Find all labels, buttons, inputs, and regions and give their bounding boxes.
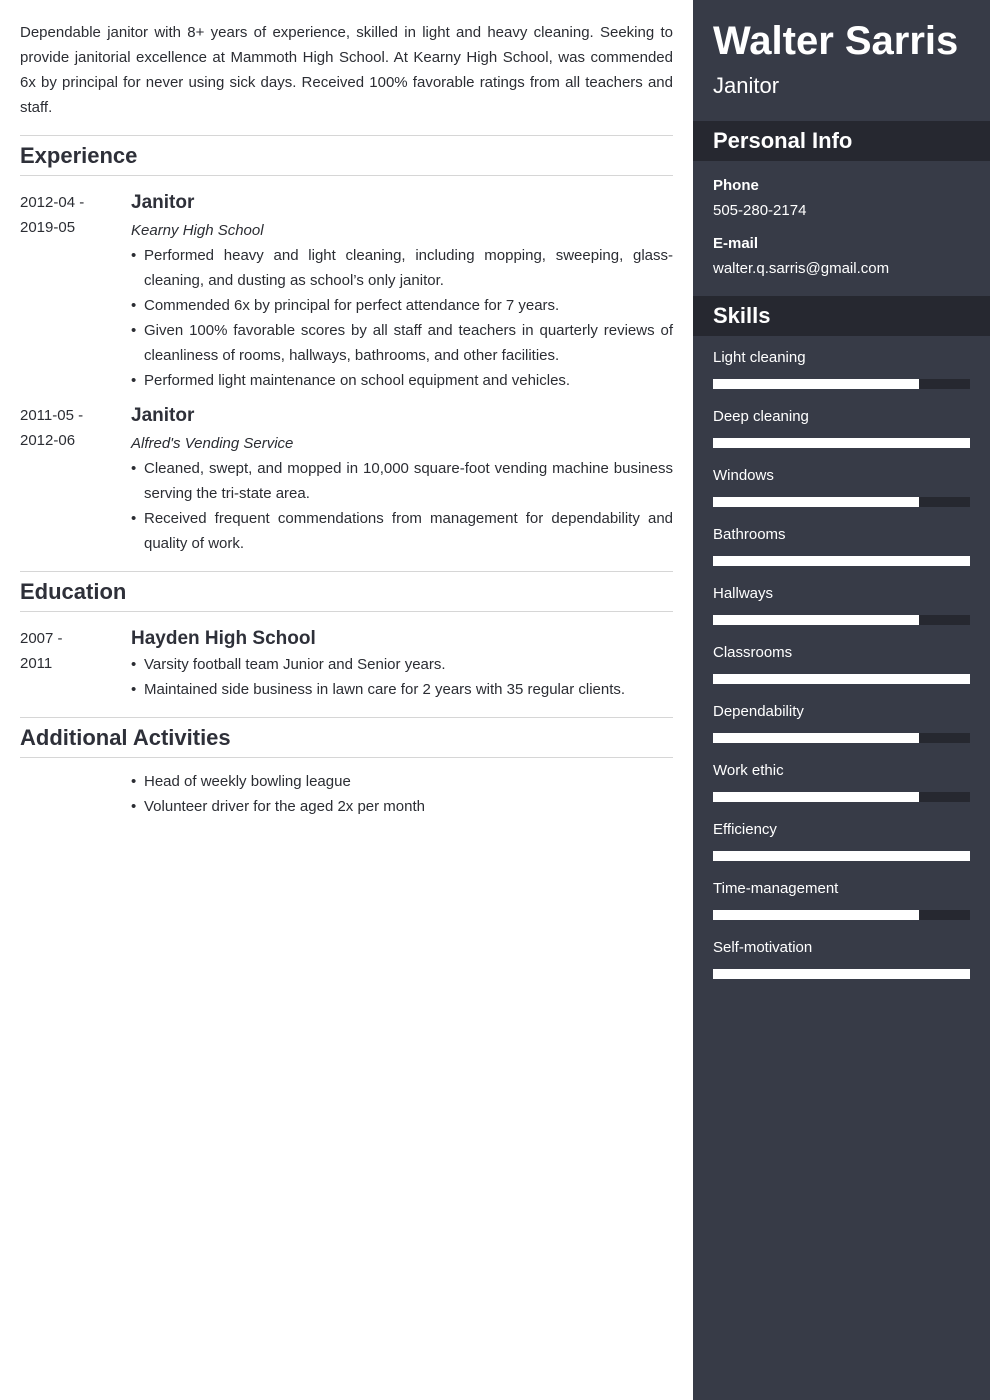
phone-value: 505-280-2174 [713, 202, 807, 219]
skill-item [713, 879, 970, 938]
skill-item [713, 466, 970, 525]
entry-body [131, 626, 673, 702]
skill-level-fill [713, 969, 970, 979]
phone-label: Phone [713, 177, 759, 194]
bullet-list [131, 456, 673, 556]
skill-name: Hallways [713, 585, 774, 602]
skill-item [713, 761, 970, 820]
job-title: Janitor [131, 192, 195, 213]
school-name: Hayden High School [131, 628, 316, 649]
email-value: walter.q.sarris@gmail.com [713, 260, 890, 277]
experience-entry [20, 190, 673, 393]
education-heading: Education [20, 571, 673, 612]
date-start: 2011-05 - [20, 407, 84, 424]
date-start: 2007 - [20, 630, 63, 647]
main-column [20, 20, 673, 819]
skill-name: Deep cleaning [713, 408, 809, 425]
sidebar [693, 0, 990, 1400]
summary-text: Dependable janitor with 8+ years of experience, skilled in light and heavy cleaning. Seeking to provide janitorial excellence at Mammoth High School. At Kearny High School, was commended 6x by principal for never using sick days. Received 100% favorable ratings from all teachers and staff. [20, 24, 673, 116]
skill-item [713, 702, 970, 761]
skill-level-bar [713, 910, 970, 920]
skill-item [713, 938, 970, 997]
entry-date [20, 403, 131, 556]
entry-date [20, 626, 131, 702]
job-title: Janitor [131, 405, 195, 426]
skill-level-bar [713, 733, 970, 743]
skill-level-fill [713, 674, 970, 684]
skills-heading: Skills [693, 296, 990, 336]
bullet-item: • Commended 6x by principal for perfect attendance for 7 years. [131, 293, 673, 318]
bullet-item: • Cleaned, swept, and mopped in 10,000 square-foot vending machine business serving the tri-state area. [131, 456, 673, 506]
skill-level-fill [713, 497, 919, 507]
skill-item [713, 584, 970, 643]
skill-level-bar [713, 615, 970, 625]
candidate-role: Janitor [713, 73, 780, 98]
bullet-item: • Maintained side business in lawn care for 2 years with 35 regular clients. [131, 677, 673, 702]
skill-name: Self-motivation [713, 939, 813, 956]
bullet-list [131, 769, 673, 819]
employer: Alfred's Vending Service [131, 435, 294, 452]
bullet-list [131, 243, 673, 393]
skill-level-bar [713, 438, 970, 448]
skill-level-fill [713, 615, 919, 625]
skills-list [693, 336, 990, 997]
bullet-item: • Head of weekly bowling league [131, 769, 673, 794]
entry-body [131, 403, 673, 556]
employer: Kearny High School [131, 222, 264, 239]
skill-name: Bathrooms [713, 526, 786, 543]
date-start: 2012-04 - [20, 194, 85, 211]
skill-level-bar [713, 379, 970, 389]
entry-date [20, 190, 131, 393]
date-end: 2019-05 [20, 219, 76, 236]
bullet-list [131, 652, 673, 702]
experience-entry [20, 403, 673, 556]
personal-info [693, 161, 990, 281]
personal-info-heading: Personal Info [693, 121, 990, 161]
bullet-item: • Received frequent commendations from management for dependability and quality of work. [131, 506, 673, 556]
skill-item [713, 407, 970, 466]
bullet-item: • Given 100% favorable scores by all staff and teachers in quarterly reviews of cleanliness of rooms, hallways, bathrooms, and other facilities. [131, 318, 673, 368]
email-label: E-mail [713, 235, 759, 252]
skill-item [713, 643, 970, 702]
skill-level-fill [713, 733, 919, 743]
skill-item [713, 348, 970, 407]
bullet-item: • Performed light maintenance on school equipment and vehicles. [131, 368, 673, 393]
skill-level-fill [713, 556, 970, 566]
entry-body [131, 769, 673, 819]
activities-heading: Additional Activities [20, 717, 673, 758]
bullet-item: • Volunteer driver for the aged 2x per month [131, 794, 673, 819]
skill-level-fill [713, 438, 970, 448]
education-entry [20, 626, 673, 702]
entry-date [20, 769, 131, 819]
skill-level-bar [713, 497, 970, 507]
bullet-item: • Varsity football team Junior and Senior years. [131, 652, 673, 677]
skill-level-fill [713, 910, 919, 920]
skill-level-bar [713, 969, 970, 979]
skill-name: Efficiency [713, 821, 777, 838]
skill-item [713, 820, 970, 879]
skill-level-fill [713, 379, 919, 389]
skill-name: Windows [713, 467, 774, 484]
skill-level-fill [713, 792, 919, 802]
skill-name: Light cleaning [713, 349, 806, 366]
skill-level-fill [713, 851, 970, 861]
skill-name: Time-management [713, 880, 839, 897]
skill-name: Dependability [713, 703, 804, 720]
skill-name: Work ethic [713, 762, 784, 779]
date-end: 2011 [20, 655, 53, 672]
bullet-item: • Performed heavy and light cleaning, including mopping, sweeping, glass-cleaning, and dusting as school’s only janitor. [131, 243, 673, 293]
candidate-name: Walter Sarris [713, 19, 959, 63]
skill-item [713, 525, 970, 584]
activities-entry [20, 769, 673, 819]
skill-level-bar [713, 851, 970, 861]
skill-level-bar [713, 674, 970, 684]
skill-level-bar [713, 556, 970, 566]
skill-name: Classrooms [713, 644, 793, 661]
experience-heading: Experience [20, 135, 673, 176]
date-end: 2012-06 [20, 432, 76, 449]
skill-level-bar [713, 792, 970, 802]
entry-body [131, 190, 673, 393]
